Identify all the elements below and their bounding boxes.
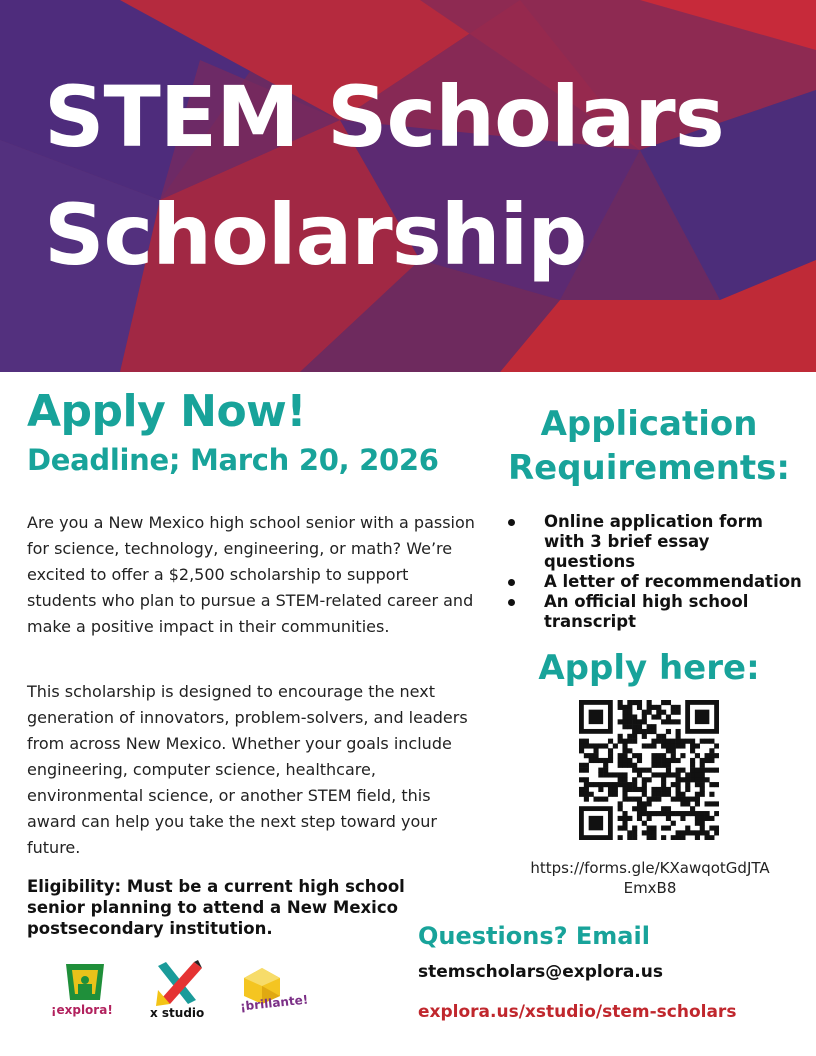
hero-banner: [0, 0, 816, 372]
apply-here-heading: Apply here:: [538, 648, 760, 688]
description-paragraph: This scholarship is designed to encourage the next generation of innovators, problem-solvers, and leaders from across New Mexico. Whether your goals include engineering, computer science, healthcare, environmental science, or another STEM field, this award can help you take the next step toward your future.: [27, 682, 468, 857]
list-item: [506, 572, 806, 592]
explora-logo-text: ¡explora!: [51, 1003, 113, 1017]
requirements-list: [506, 512, 806, 632]
bullet-icon: [508, 519, 515, 526]
questions-heading: Questions? Email: [418, 922, 650, 950]
partner-logos: [50, 960, 350, 1024]
bullet-icon: [508, 599, 515, 606]
contact-email-link[interactable]: stemscholars@explora.us: [418, 962, 663, 982]
page-title: [44, 58, 724, 294]
requirements-heading: Application Requirements:: [507, 404, 791, 488]
explora-icon: [50, 960, 120, 1004]
eligibility-text: Eligibility: Must be a current high school senior planning to attend a New Mexico postsecondary institution.: [27, 877, 405, 938]
title-line-2: Scholarship: [44, 186, 587, 284]
xstudio-icon: [150, 960, 210, 1008]
brillante-logo-text: ¡brillante!: [239, 992, 309, 1014]
form-url-link[interactable]: https://forms.gle/KXawqotGdJTAEmxB8: [530, 859, 770, 897]
qr-code[interactable]: [579, 700, 719, 840]
brillante-logo: [240, 966, 340, 1024]
website-link[interactable]: explora.us/xstudio/stem-scholars: [418, 1002, 737, 1022]
xstudio-logo: [150, 960, 220, 1024]
requirement-text: An official high school transcript: [544, 592, 749, 631]
requirement-text: Online application form with 3 brief essay questions: [544, 512, 763, 571]
list-item: [506, 512, 806, 572]
apply-now-heading: Apply Now!: [27, 386, 306, 437]
xstudio-logo-text: x studio: [150, 1006, 205, 1020]
requirement-text: A letter of recommendation: [544, 572, 802, 591]
intro-paragraph: Are you a New Mexico high school senior with a passion for science, technology, engineering, or math? We’re excited to offer a $2,500 scholarship to support students who plan to pursue a STEM-related career and make a positive impact in their communities.: [27, 513, 475, 636]
title-line-1: STEM Scholars: [44, 68, 724, 166]
deadline-heading: Deadline; March 20, 2026: [27, 443, 439, 477]
explora-logo: [50, 960, 120, 1020]
bullet-icon: [508, 579, 515, 586]
list-item: [506, 592, 806, 632]
